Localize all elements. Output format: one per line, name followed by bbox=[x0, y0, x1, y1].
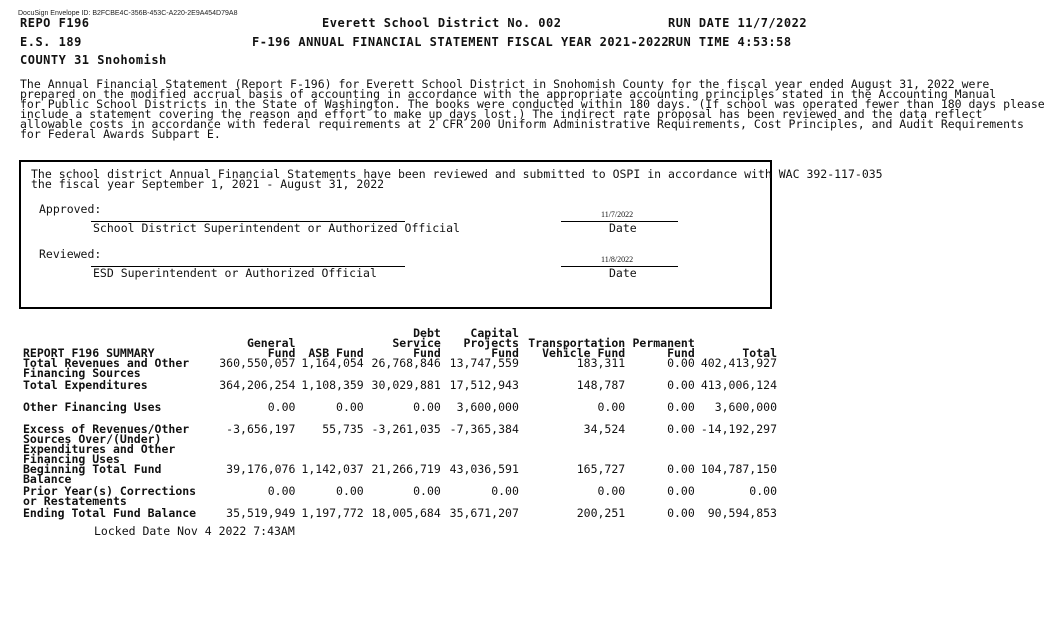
total-cell: 402,413,927 bbox=[700, 356, 777, 370]
run-date: RUN DATE 11/7/2022 bbox=[668, 16, 808, 30]
row-label: Prior Year(s) Corrections or Restatements bbox=[23, 484, 197, 508]
esd-number: E.S. 189 bbox=[20, 35, 82, 49]
general-fund-cell: -3,656,197 bbox=[226, 422, 296, 436]
debt-service-cell: 0.00 bbox=[413, 484, 441, 498]
asb-fund-cell: 0.00 bbox=[336, 400, 364, 414]
total-cell: -14,192,297 bbox=[700, 422, 777, 436]
table-row bbox=[20, 380, 780, 402]
table-row bbox=[20, 464, 780, 486]
general-fund-cell: 0.00 bbox=[267, 400, 296, 414]
capital-projects-cell: 13,747,559 bbox=[449, 356, 519, 370]
total-cell: 413,006,124 bbox=[700, 378, 777, 392]
row-label: Beginning Total Fund Balance bbox=[23, 462, 162, 486]
general-fund-cell: 0.00 bbox=[267, 484, 296, 498]
capital-projects-cell: 43,036,591 bbox=[449, 462, 519, 476]
debt-service-cell: 26,768,846 bbox=[371, 356, 441, 370]
run-time: RUN TIME 4:53:58 bbox=[668, 35, 792, 49]
general-fund-cell: 364,206,254 bbox=[219, 378, 296, 392]
column-header: REPORT F196 SUMMARY bbox=[23, 346, 155, 360]
statement-line: prepared on the modified accrual basis of accounting in accordance with the appropriate accounting principles stated in the Accounting Manual bbox=[20, 87, 997, 101]
transportation-cell: 200,251 bbox=[576, 506, 626, 520]
table-row bbox=[20, 402, 780, 424]
capital-projects-cell: 3,600,000 bbox=[456, 400, 519, 414]
capital-projects-cell: 0.00 bbox=[491, 484, 519, 498]
permanent-fund-cell: 0.00 bbox=[667, 506, 695, 520]
capital-projects-cell: 35,671,207 bbox=[449, 506, 519, 520]
capital-projects-cell: -7,365,384 bbox=[449, 422, 519, 436]
column-header: Capital Projects Fund bbox=[463, 326, 519, 360]
column-header: Permanent Fund bbox=[632, 336, 695, 360]
certification-period: the fiscal year September 1, 2021 - August 31, 2022 bbox=[31, 177, 385, 191]
table-row bbox=[20, 486, 780, 508]
statement-paragraph bbox=[20, 77, 1045, 141]
column-header: Debt Service Fund bbox=[392, 326, 441, 360]
docusign-envelope-id: DocuSign Envelope ID: B2FCBE4C-356B-453C-A220-2E9A454D79A8 bbox=[18, 10, 238, 17]
certification-statement: The school district Annual Financial Statements have been reviewed and submitted to OSPI in accordance with WAC 392-117-035 bbox=[31, 167, 883, 181]
debt-service-cell: 0.00 bbox=[413, 400, 441, 414]
asb-fund-cell: 1,142,037 bbox=[301, 462, 364, 476]
transportation-cell: 0.00 bbox=[597, 400, 626, 414]
row-label: Total Revenues and Other Financing Sources bbox=[23, 356, 190, 380]
approved-date: 11/7/2022 bbox=[601, 210, 634, 219]
transportation-cell: 148,787 bbox=[576, 378, 626, 392]
asb-fund-cell: 1,164,054 bbox=[301, 356, 364, 370]
permanent-fund-cell: 0.00 bbox=[667, 484, 695, 498]
statement-line: for Federal Awards Subpart E. bbox=[20, 127, 221, 141]
column-header: Total bbox=[742, 346, 777, 360]
total-cell: 0.00 bbox=[749, 484, 777, 498]
county: COUNTY 31 Snohomish bbox=[20, 53, 167, 67]
debt-service-cell: 21,266,719 bbox=[371, 462, 441, 476]
permanent-fund-cell: 0.00 bbox=[667, 378, 695, 392]
column-header: General Fund bbox=[246, 336, 296, 360]
row-label: Total Expenditures bbox=[23, 378, 148, 392]
transportation-cell: 165,727 bbox=[576, 462, 626, 476]
transportation-cell: 0.00 bbox=[597, 484, 626, 498]
statement-line: The Annual Financial Statement (Report F-196) for Everett School District in Snohomish County for the fiscal year ended August 31, 2022 were bbox=[20, 77, 990, 91]
approved-caption: School District Superintendent or Authorized Official bbox=[93, 221, 460, 235]
general-fund-cell: 360,550,057 bbox=[219, 356, 296, 370]
permanent-fund-cell: 0.00 bbox=[667, 462, 695, 476]
permanent-fund-cell: 0.00 bbox=[667, 422, 695, 436]
row-label: Ending Total Fund Balance bbox=[23, 506, 197, 520]
certification-box bbox=[19, 160, 883, 309]
summary-header-row bbox=[20, 326, 780, 358]
table-row bbox=[20, 358, 780, 380]
asb-fund-cell: 0.00 bbox=[336, 484, 364, 498]
permanent-fund-cell: 0.00 bbox=[667, 400, 695, 414]
general-fund-cell: 39,176,076 bbox=[226, 462, 296, 476]
total-cell: 90,594,853 bbox=[707, 506, 777, 520]
debt-service-cell: -3,261,035 bbox=[371, 422, 441, 436]
asb-fund-cell: 1,108,359 bbox=[301, 378, 364, 392]
table-row bbox=[20, 424, 780, 464]
date-caption: Date bbox=[609, 266, 637, 280]
asb-fund-cell: 55,735 bbox=[322, 422, 364, 436]
approved-label: Approved: bbox=[39, 202, 102, 216]
date-caption: Date bbox=[609, 221, 637, 235]
total-cell: 3,600,000 bbox=[714, 400, 777, 414]
reviewed-label: Reviewed: bbox=[39, 247, 102, 261]
district-name: Everett School District No. 002 bbox=[322, 16, 562, 30]
permanent-fund-cell: 0.00 bbox=[667, 356, 695, 370]
debt-service-cell: 30,029,881 bbox=[371, 378, 441, 392]
capital-projects-cell: 17,512,943 bbox=[449, 378, 519, 392]
statement-line: for Public School Districts in the State of Washington. The books were conducted within 180 days. (If school was operated fewer than 180 days please bbox=[20, 97, 1045, 111]
report-id: REPO F196 bbox=[20, 16, 90, 30]
column-header: Transportation Vehicle Fund bbox=[528, 336, 626, 360]
reviewed-date: 11/8/2022 bbox=[601, 255, 634, 264]
total-cell: 104,787,150 bbox=[700, 462, 777, 476]
transportation-cell: 34,524 bbox=[583, 422, 626, 436]
row-label: Other Financing Uses bbox=[23, 400, 162, 414]
transportation-cell: 183,311 bbox=[576, 356, 626, 370]
summary-table bbox=[20, 326, 780, 530]
reviewed-caption: ESD Superintendent or Authorized Official bbox=[93, 266, 377, 280]
row-label: Excess of Revenues/Other Sources Over/(Under) Expenditures and Other Financing Uses bbox=[23, 422, 190, 466]
column-header: ASB Fund bbox=[308, 346, 364, 360]
report-title: F-196 ANNUAL FINANCIAL STATEMENT FISCAL YEAR 2021-2022 bbox=[252, 35, 670, 49]
debt-service-cell: 18,005,684 bbox=[371, 506, 441, 520]
locked-date: Locked Date Nov 4 2022 7:43AM bbox=[94, 524, 295, 538]
asb-fund-cell: 1,197,772 bbox=[301, 506, 364, 520]
general-fund-cell: 35,519,949 bbox=[226, 506, 296, 520]
statement-line: allowable costs in accordance with federal requirements at 2 CFR 200 Uniform Administrative Requirements, Cost Principles, and Audit Requirements bbox=[20, 117, 1024, 131]
statement-line: include a statement covering the reason and effort to make up days lost.) The indirect rate proposal has been reviewed and the data reflect bbox=[20, 107, 983, 121]
